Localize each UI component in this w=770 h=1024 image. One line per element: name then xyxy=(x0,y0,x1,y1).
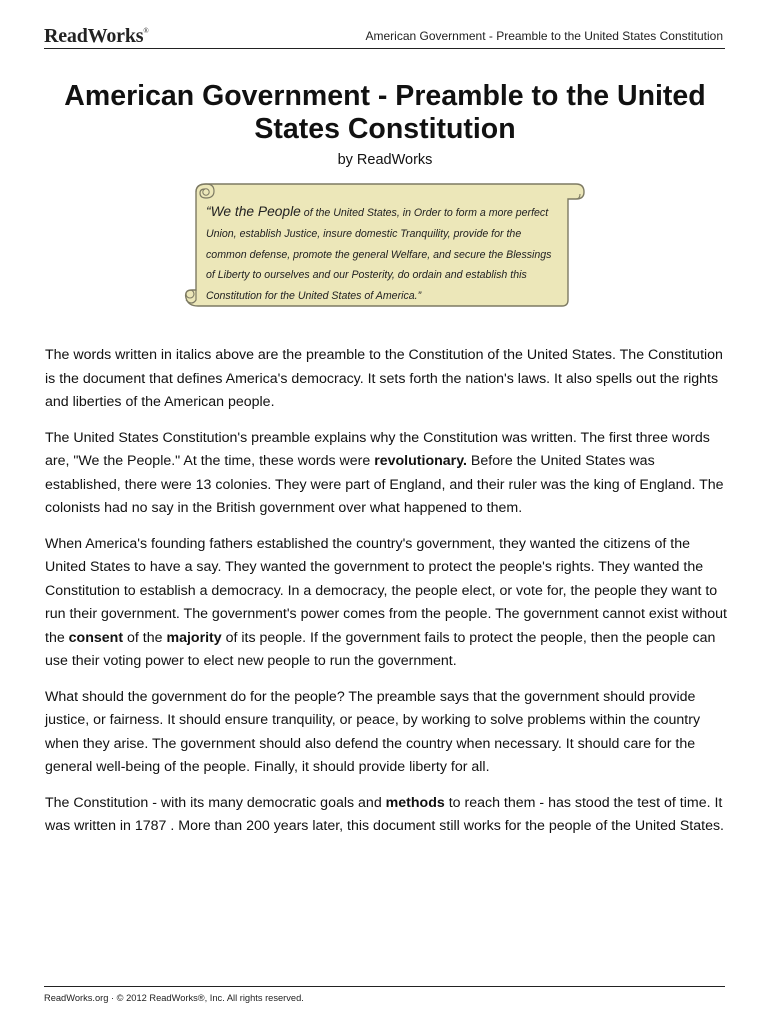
page-title xyxy=(0,80,770,146)
preamble-text xyxy=(206,202,562,307)
logo-registered-mark: ® xyxy=(143,27,149,35)
page-header xyxy=(44,24,725,49)
preamble-rest: of the United States, in Order to form a more perfect Union, establish Justice, insure domestic Tranquility, provide for the common defense, promote the general Welfare, and secure the Blessings of Liberty to ourselves and our Posterity, do ordain and establish this Constitution for the United States of America.” xyxy=(206,207,552,303)
preamble-scroll xyxy=(176,180,588,308)
paragraph-5-text-b: to reach them - has stood the test of time. It was written in 1787 . More than 200 years later, this document still works for the people of the United States. xyxy=(45,794,724,834)
title-line-2: States Constitution xyxy=(254,113,516,145)
vocab-methods: methods xyxy=(385,794,445,811)
copyright-text: ReadWorks.org · © 2012 ReadWorks®, Inc. All rights reserved. xyxy=(44,993,304,1003)
logo-text: ReadWorks xyxy=(44,25,144,47)
header-title: American Government - Preamble to the United States Constitution xyxy=(365,29,723,43)
title-line-1: American Government - Preamble to the United xyxy=(64,80,706,112)
preamble-lead: “We the People xyxy=(206,204,301,219)
paragraph-3 xyxy=(45,533,727,674)
paragraph-3-text-b: of the xyxy=(123,629,167,646)
article-body xyxy=(45,344,727,851)
vocab-majority: majority xyxy=(166,629,222,646)
page-footer xyxy=(44,986,725,1003)
vocab-revolutionary: revolutionary. xyxy=(374,453,467,469)
paragraph-2 xyxy=(45,427,727,521)
paragraph-2-text-a: The United States Constitution's preamble explains why the Constitution was written. The first three words are, "We the People." At the time, these words were xyxy=(45,429,710,469)
paragraph-5 xyxy=(45,792,727,839)
paragraph-2-text-b: Before the United States was established, there were 13 colonies. They were part of England, and their ruler was the king of England. The colonists had no say in the British government over what happened to them. xyxy=(45,453,724,516)
paragraph-1: The words written in italics above are the preamble to the Constitution of the United States. The Constitution is the document that defines America's democracy. It sets forth the nation's laws. It also spells out the rights and liberties of the American people. xyxy=(45,347,723,410)
paragraph-3-text-a: When America's founding fathers established the country's government, they wanted the citizens of the United States to have a say. They wanted the government to protect the people's rights. They wanted the Constitution to establish a democracy. In a democracy, the people elect, or vote for, the people they want to run their government. The government's power comes from the people. The government cannot exist without the xyxy=(45,535,727,646)
paragraph-4: What should the government do for the people? The preamble says that the government should provide justice, or fairness. It should ensure tranquility, or peace, by working to solve problems within the country when they arise. The government should also defend the country when necessary. It should care for the general well-being of the people. Finally, it should provide liberty for all. xyxy=(45,688,701,775)
byline: by ReadWorks xyxy=(337,152,433,168)
readworks-logo xyxy=(44,25,148,48)
paragraph-5-text-a: The Constitution - with its many democratic goals and xyxy=(45,794,386,811)
vocab-consent: consent xyxy=(68,629,124,646)
paragraph-3-text-c: of its people. If the government fails to protect the people, then the people can use their voting power to elect new people to run the government. xyxy=(45,629,716,669)
